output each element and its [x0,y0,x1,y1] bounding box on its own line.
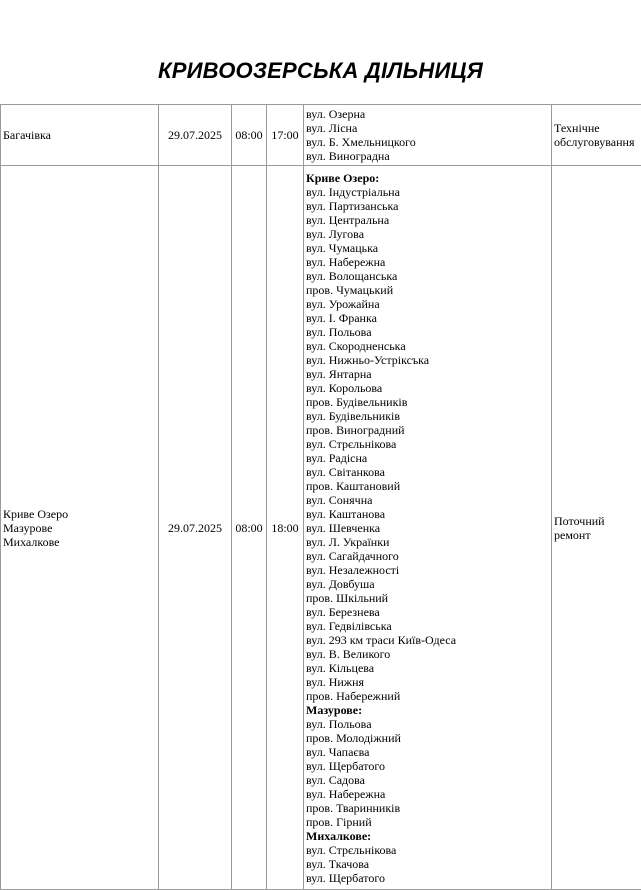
street-item: вул. Березнева [306,605,549,619]
street-item: вул. Стрєльнікова [306,437,549,451]
street-item: вул. Корольова [306,381,549,395]
village-heading: Михалкове: [306,829,549,843]
settlement-cell [1,166,159,890]
street-item: вул. Сонячна [306,493,549,507]
street-item: пров. Будівельників [306,395,549,409]
street-item: вул. Виноградна [306,149,549,163]
street-item: вул. Набережна [306,255,549,269]
street-item: вул. Лугова [306,227,549,241]
street-item: пров. Гірний [306,815,549,829]
street-item: вул. Б. Хмельницкого [306,135,549,149]
settlement-name: Михалкове [3,535,156,549]
street-item: вул. Садова [306,773,549,787]
street-item: пров. Виноградний [306,423,549,437]
street-item: вул. В. Великого [306,647,549,661]
street-item: вул. Індустріальна [306,185,549,199]
street-item: вул. Радісна [306,451,549,465]
street-item: вул. Волощанська [306,269,549,283]
work-type-line: Поточний [554,514,639,528]
street-item: вул. Набережна [306,787,549,801]
street-item: вул. Нижньо-Устріксъка [306,353,549,367]
street-item: вул. Шевченка [306,521,549,535]
street-item: пров. Каштановий [306,479,549,493]
street-item: пров. Тваринників [306,801,549,815]
end-time-cell: 17:00 [267,105,304,166]
street-item: пров. Набережний [306,689,549,703]
village-heading: Мазурове: [306,703,549,717]
table-row [1,105,641,166]
streets-cell [304,166,552,890]
street-item: вул. Нижня [306,675,549,689]
page-title: КРИВООЗЕРСЬКА ДІЛЬНИЦЯ [0,58,641,84]
outage-schedule-table [0,104,641,890]
settlement-name: Мазурове [3,521,156,535]
street-item: пров. Чумацький [306,283,549,297]
work-type-line: обслуговування [554,135,639,149]
streets-cell [304,105,552,166]
street-item: вул. Будівельників [306,409,549,423]
street-item: вул. Стрєльнікова [306,843,549,857]
street-item: вул. Озерна [306,107,549,121]
street-item: вул. Л. Українки [306,535,549,549]
street-item: вул. 293 км траси Київ-Одеса [306,633,549,647]
date-cell: 29.07.2025 [159,166,232,890]
start-time-cell: 08:00 [232,166,267,890]
work-type-cell [552,105,641,166]
street-item: вул. Гедвілівська [306,619,549,633]
street-item: вул. Урожайна [306,297,549,311]
start-time-cell: 08:00 [232,105,267,166]
settlement-name: Багачівка [3,128,156,142]
street-item: вул. Янтарна [306,367,549,381]
work-type-line: ремонт [554,528,639,542]
village-heading: Криве Озеро: [306,171,549,185]
settlement-name: Криве Озеро [3,507,156,521]
work-type-cell [552,166,641,890]
street-item: вул. Довбуша [306,577,549,591]
street-item: вул. І. Франка [306,311,549,325]
work-type-line: Технічне [554,121,639,135]
street-item: вул. Чумацька [306,241,549,255]
settlement-cell [1,105,159,166]
street-item: вул. Скородненська [306,339,549,353]
street-item: пров. Шкільний [306,591,549,605]
street-item: вул. Світанкова [306,465,549,479]
street-item: вул. Незалежності [306,563,549,577]
street-item: вул. Чапаєва [306,745,549,759]
date-cell: 29.07.2025 [159,105,232,166]
street-item: пров. Молодіжний [306,731,549,745]
street-item: вул. Центральна [306,213,549,227]
street-item: вул. Польова [306,325,549,339]
street-item: вул. Партизанська [306,199,549,213]
street-item: вул. Польова [306,717,549,731]
end-time-cell: 18:00 [267,166,304,890]
street-item: вул. Щербатого [306,871,549,885]
table-row [1,166,641,890]
street-item: вул. Сагайдачного [306,549,549,563]
street-item: вул. Каштанова [306,507,549,521]
street-item: вул. Ткачова [306,857,549,871]
street-item: вул. Кільцева [306,661,549,675]
street-item: вул. Щербатого [306,759,549,773]
street-item: вул. Лісна [306,121,549,135]
